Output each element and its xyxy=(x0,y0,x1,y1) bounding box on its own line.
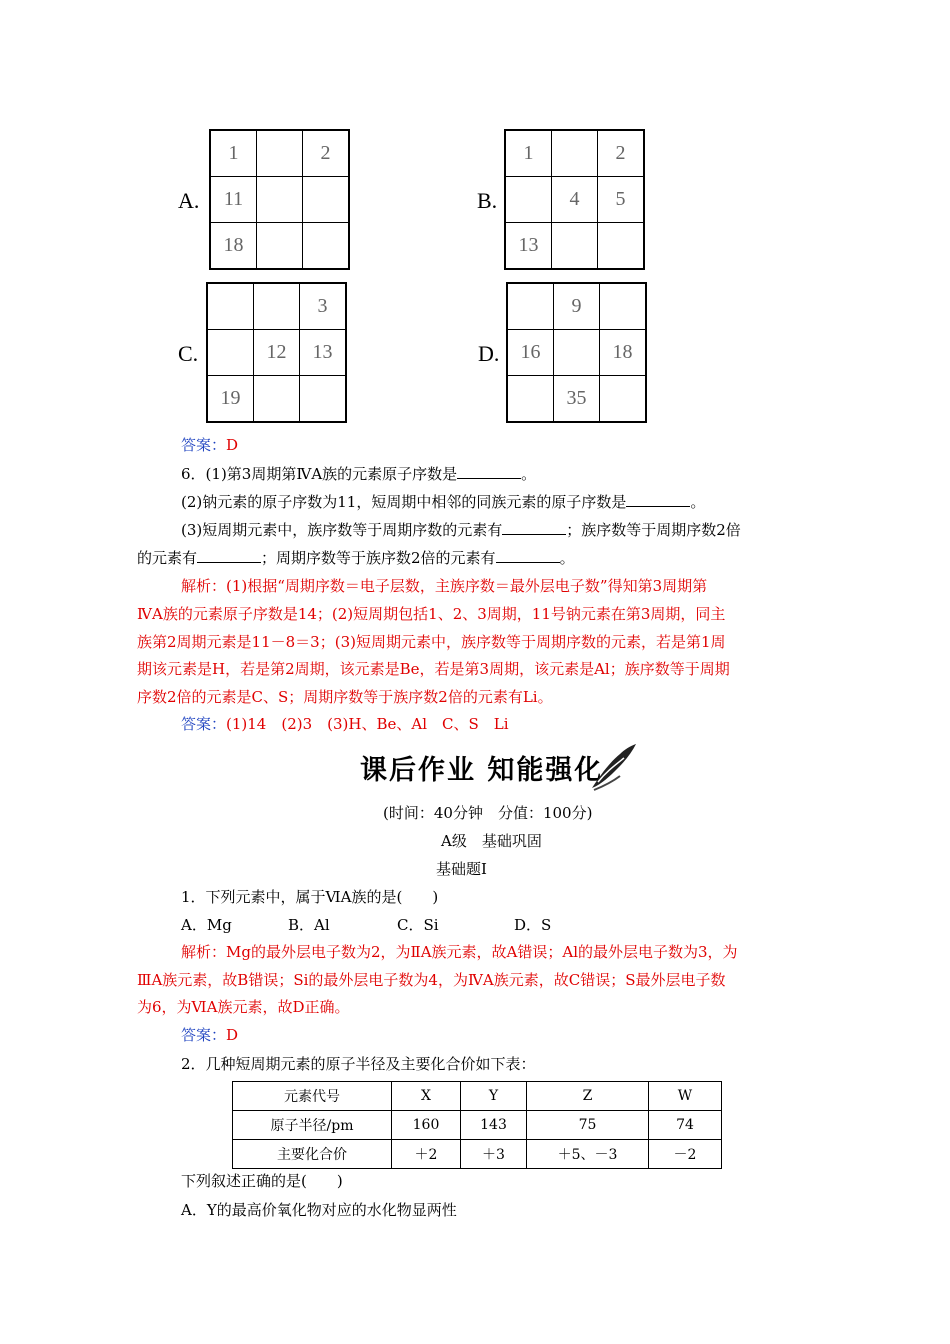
grid-cell xyxy=(505,177,552,223)
grid-cell xyxy=(257,130,303,177)
grid-cell: 11 xyxy=(210,177,257,223)
option-c-label: C. xyxy=(178,341,199,366)
q6-text: (2)钠元素的原子序数为11，短周期中相邻的同族元素的原子序数是 xyxy=(181,493,627,511)
answer-5 xyxy=(181,435,238,455)
analysis-1-line: 解析：Mg的最外层电子数为2，为ⅡA族元素，故A错误；Al的最外层电子数为3，为 xyxy=(181,943,738,961)
answer-value: D xyxy=(226,436,239,454)
table-header-cell: Z xyxy=(527,1082,649,1111)
homework-section: 基础题Ⅰ xyxy=(436,860,487,878)
table-row xyxy=(233,1111,722,1140)
question-2-option-a: A．Y的最高价氧化物对应的水化物显两性 xyxy=(181,1201,457,1219)
grid-cell xyxy=(254,376,300,423)
answer-blank xyxy=(197,548,261,563)
question-1-option: A．Mg xyxy=(181,916,232,934)
analysis-6-line: 序数2倍的元素是C、S；周期序数等于族序数2倍的元素有Li。 xyxy=(137,688,553,706)
grid-cell xyxy=(598,223,645,270)
question-2-follow: 下列叙述正确的是( ) xyxy=(181,1172,343,1190)
table-cell: 74 xyxy=(649,1111,722,1140)
analysis-1-line: 为6，为ⅥA族元素，故D正确。 xyxy=(137,998,350,1016)
grid-cell xyxy=(207,283,254,330)
homework-level: A级 基础巩固 xyxy=(441,832,542,850)
table-header-row xyxy=(233,1082,722,1111)
grid-cell: 18 xyxy=(210,223,257,270)
grid-cell xyxy=(254,283,300,330)
table-cell: ＋2 xyxy=(392,1140,461,1169)
answer-blank xyxy=(457,464,521,479)
grid-cell: 1 xyxy=(210,130,257,177)
grid-cell: 2 xyxy=(598,130,645,177)
homework-time: (时间：40分钟 分值：100分) xyxy=(383,804,593,822)
brush-decoration-icon xyxy=(590,742,638,792)
grid-cell: 18 xyxy=(600,330,647,376)
grid-cell xyxy=(507,376,554,423)
grid-cell: 12 xyxy=(254,330,300,376)
question-1-option: D．S xyxy=(514,916,552,934)
grid-cell xyxy=(300,376,347,423)
q6-text: (3)短周期元素中，族序数等于周期序数的元素有 xyxy=(181,521,503,539)
q6-text: 。 xyxy=(559,549,575,567)
question-1-stem: 1．下列元素中，属于ⅥA族的是( ) xyxy=(181,888,439,906)
answer-label: 答案： xyxy=(181,715,227,733)
table-header-cell: W xyxy=(649,1082,722,1111)
question-6-line-1 xyxy=(181,464,536,484)
question-2-stem: 2．几种短周期元素的原子半径及主要化合价如下表： xyxy=(181,1055,536,1073)
table-cell: 主要化合价 xyxy=(233,1140,392,1169)
answer-blank xyxy=(626,492,690,507)
table-header-cell: X xyxy=(392,1082,461,1111)
grid-cell xyxy=(552,130,598,177)
grid-cell: 35 xyxy=(554,376,600,423)
table-cell: 原子半径/pm xyxy=(233,1111,392,1140)
grid-cell: 9 xyxy=(554,283,600,330)
grid-cell xyxy=(600,283,647,330)
grid-cell xyxy=(257,177,303,223)
grid-cell: 5 xyxy=(598,177,645,223)
analysis-6-line: 期该元素是H，若是第2周期，该元素是Be，若是第3周期，该元素是Al；族序数等于周期 xyxy=(137,660,730,678)
answer-value: D xyxy=(226,1026,239,1044)
analysis-6-line: 族第2周期元素是11－8＝3；(3)短周期元素中，族序数等于周期序数的元素，若是第1周 xyxy=(137,633,726,651)
question-1-option: B．Al xyxy=(288,916,330,934)
question-6-line-4 xyxy=(137,548,575,568)
grid-cell xyxy=(257,223,303,270)
answer-blank xyxy=(502,520,566,535)
analysis-1-line: ⅢA族元素，故B错误；Si的最外层电子数为4，为ⅣA族元素，故C错误；S最外层电子数 xyxy=(137,971,726,989)
q6-text: 。 xyxy=(521,465,537,483)
answer-6 xyxy=(181,714,509,734)
question-6-line-3 xyxy=(181,520,741,540)
table-header-cell: 元素代号 xyxy=(233,1082,392,1111)
option-d-label: D. xyxy=(478,341,500,366)
grid-cell xyxy=(552,223,598,270)
analysis-6-line: ⅣA族的元素原子序数是14；(2)短周期包括1、2、3周期，11号钠元素在第3周期，同主 xyxy=(137,605,726,623)
option-a-label: A. xyxy=(178,188,200,213)
option-c-grid xyxy=(206,282,347,423)
table-row xyxy=(233,1140,722,1169)
grid-cell: 13 xyxy=(505,223,552,270)
q6-text: ；周期序数等于族序数2倍的元素有 xyxy=(261,549,496,567)
option-a-grid xyxy=(209,129,350,270)
option-b-grid xyxy=(504,129,645,270)
answer-label: 答案： xyxy=(181,436,227,454)
grid-cell: 19 xyxy=(207,376,254,423)
grid-cell xyxy=(303,177,350,223)
table-cell: 160 xyxy=(392,1111,461,1140)
table-cell: －2 xyxy=(649,1140,722,1169)
answer-1 xyxy=(181,1025,238,1045)
answer-value: (1)14 (2)3 (3)H、Be、Al C、S Li xyxy=(226,715,509,733)
table-header-cell: Y xyxy=(461,1082,527,1111)
grid-cell: 4 xyxy=(552,177,598,223)
grid-cell xyxy=(507,283,554,330)
q6-text: ；族序数等于周期序数2倍 xyxy=(566,521,741,539)
table-cell: 143 xyxy=(461,1111,527,1140)
grid-cell xyxy=(554,330,600,376)
grid-cell: 16 xyxy=(507,330,554,376)
option-d-grid xyxy=(506,282,647,423)
option-b-label: B. xyxy=(477,188,498,213)
q6-text: 6．(1)第3周期第ⅣA族的元素原子序数是 xyxy=(181,465,458,483)
grid-cell: 3 xyxy=(300,283,347,330)
homework-title: 课后作业 知能强化 xyxy=(360,755,604,786)
question-1-option: C．Si xyxy=(397,916,439,934)
grid-cell: 2 xyxy=(303,130,350,177)
grid-cell: 1 xyxy=(505,130,552,177)
answer-label: 答案： xyxy=(181,1026,227,1044)
grid-cell: 13 xyxy=(300,330,347,376)
table-cell: 75 xyxy=(527,1111,649,1140)
grid-cell xyxy=(303,223,350,270)
grid-cell xyxy=(600,376,647,423)
table-cell: ＋5、－3 xyxy=(527,1140,649,1169)
q6-text: 的元素有 xyxy=(137,549,198,567)
element-data-table xyxy=(232,1081,722,1169)
answer-blank xyxy=(496,548,560,563)
grid-cell xyxy=(207,330,254,376)
question-6-line-2 xyxy=(181,492,705,512)
table-cell: ＋3 xyxy=(461,1140,527,1169)
q6-text: 。 xyxy=(690,493,706,511)
analysis-6-line: 解析：(1)根据“周期序数＝电子层数，主族序数＝最外层电子数”得知第3周期第 xyxy=(181,577,708,595)
